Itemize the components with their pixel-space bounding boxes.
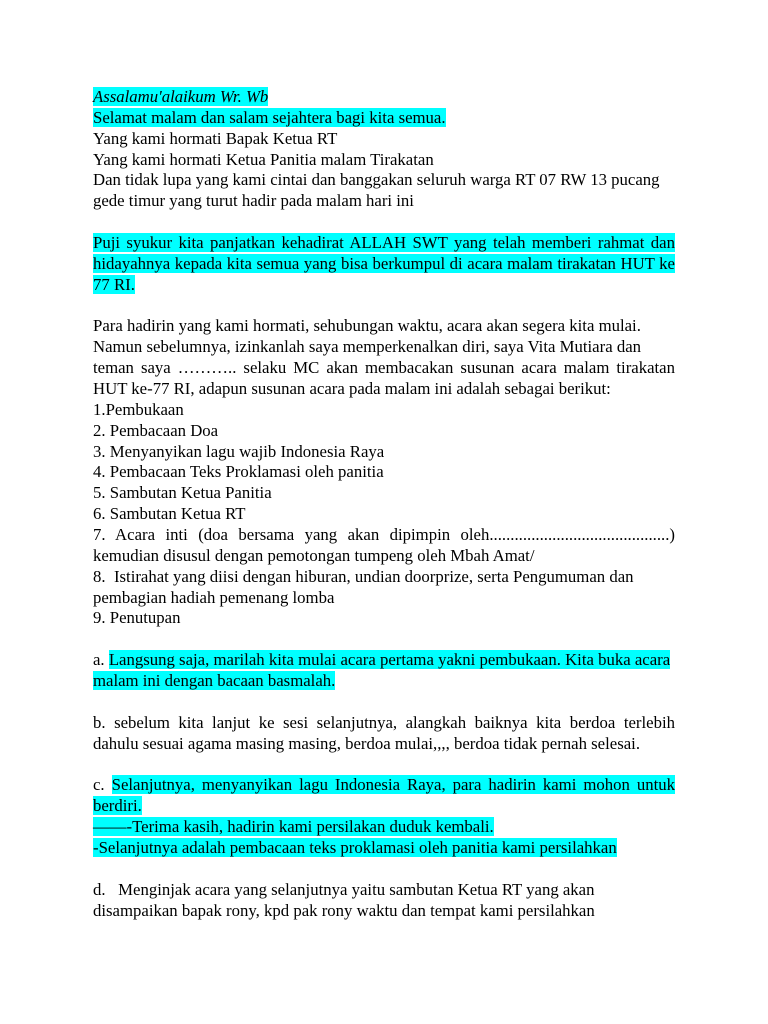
section-d-text: Menginjak acara yang selanjutnya yaitu sambutan Ketua RT yang akan — [118, 879, 595, 899]
section-marker: c. — [93, 775, 105, 795]
section-b-text: dahulu sesuai agama masing masing, berdoa mulai,,,, berdoa tidak pernah selesai. — [93, 733, 641, 753]
hormat-ketua-panitia-text: Yang kami hormati Ketua Panitia malam Tirakatan — [93, 149, 434, 169]
intro-line — [93, 337, 675, 358]
section-marker: b. — [93, 712, 106, 732]
section-b-line — [93, 734, 675, 755]
hormat-ketua-panitia-line — [93, 150, 675, 171]
agenda-item-text: 5. Sambutan Ketua Panitia — [93, 483, 272, 503]
warga-line — [93, 170, 675, 191]
syukur-text: hidayahnya kepada kita semua yang bisa berkumpul di acara malam tirakatan HUT ke — [93, 253, 675, 273]
section-marker: a. — [93, 650, 105, 670]
paragraph-gap — [93, 212, 675, 233]
paragraph-gap — [93, 629, 675, 650]
intro-line — [93, 316, 675, 337]
agenda-item — [93, 567, 675, 588]
section-a-text: malam ini dengan bacaan basmalah. — [93, 671, 336, 691]
syukur-line — [93, 233, 675, 254]
intro-line — [93, 358, 675, 379]
paragraph-gap — [93, 692, 675, 713]
agenda-item-text: 9. Penutupan — [93, 608, 181, 628]
warga-text: Dan tidak lupa yang kami cintai dan banggakan seluruh warga RT 07 RW 13 pucang — [93, 170, 660, 190]
agenda-item — [93, 462, 675, 483]
agenda-item-continuation — [93, 546, 675, 567]
selamat-text: Selamat malam dan salam sejahtera bagi kita semua. — [93, 107, 446, 127]
syukur-line — [93, 254, 675, 275]
paragraph-gap — [93, 859, 675, 880]
hormat-ketua-rt-line — [93, 129, 675, 150]
paragraph-gap — [93, 296, 675, 317]
agenda-item-continuation — [93, 588, 675, 609]
section-c-text: berdiri. — [93, 796, 142, 816]
hormat-ketua-rt-text: Yang kami hormati Bapak Ketua RT — [93, 128, 338, 148]
section-c-line — [93, 796, 675, 817]
section-a-line — [93, 650, 675, 671]
agenda-item-text: 7. Acara inti (doa bersama yang akan dipimpin oleh...........................................) — [93, 525, 675, 545]
warga-text: gede timur yang turut hadir pada malam hari ini — [93, 191, 414, 211]
paragraph-gap — [93, 755, 675, 776]
section-c-line — [93, 817, 675, 838]
document-body — [93, 87, 675, 921]
intro-text: Namun sebelumnya, izinkanlah saya memperkenalkan diri, saya Vita Mutiara dan — [93, 337, 641, 357]
syukur-line — [93, 275, 675, 296]
intro-text: teman saya ……….. selaku MC akan membacakan susunan acara malam tirakatan — [93, 358, 675, 378]
agenda-item-text: 6. Sambutan Ketua RT — [93, 504, 246, 524]
intro-line — [93, 379, 675, 400]
syukur-text: Puji syukur kita panjatkan kehadirat ALLAH SWT yang telah memberi rahmat dan — [93, 233, 675, 253]
salam-line — [93, 87, 675, 108]
agenda-item-text: 8. Istirahat yang diisi dengan hiburan, undian doorprize, serta Pengumuman dan — [93, 566, 634, 586]
warga-line — [93, 191, 675, 212]
selamat-line — [93, 108, 675, 129]
agenda-item-text: 2. Pembacaan Doa — [93, 420, 219, 440]
agenda-item — [93, 608, 675, 629]
agenda-item — [93, 525, 675, 546]
section-c-line — [93, 775, 675, 796]
syukur-text: 77 RI. — [93, 274, 135, 294]
section-d-line — [93, 901, 675, 922]
section-d-line — [93, 880, 675, 901]
section-c-text: Selanjutnya, menyanyikan lagu Indonesia Raya, para hadirin kami mohon untuk — [111, 775, 676, 795]
section-c-text: ——-Terima kasih, hadirin kami persilakan duduk kembali. — [93, 817, 494, 837]
agenda-item — [93, 421, 675, 442]
section-marker: d. — [93, 879, 106, 899]
agenda-item-text: pembagian hadiah pemenang lomba — [93, 587, 335, 607]
salam-text: Assalamu'alaikum Wr. Wb — [93, 87, 269, 106]
section-b-text: sebelum kita lanjut ke sesi selanjutnya, alangkah baiknya kita berdoa terlebih — [114, 712, 675, 732]
agenda-item — [93, 400, 675, 421]
section-c-text: -Selanjutnya adalah pembacaan teks proklamasi oleh panitia kami persilahkan — [93, 837, 617, 857]
agenda-item-text: 1.Pembukaan — [93, 399, 184, 419]
agenda-item — [93, 483, 675, 504]
agenda-item — [93, 504, 675, 525]
intro-text: HUT ke-77 RI, adapun susunan acara pada malam ini adalah sebagai berikut: — [93, 379, 611, 399]
section-b-line — [93, 713, 675, 734]
section-c-line — [93, 838, 675, 859]
agenda-item-text: 3. Menyanyikan lagu wajib Indonesia Raya — [93, 441, 385, 461]
section-a-line — [93, 671, 675, 692]
section-a-text: Langsung saja, marilah kita mulai acara pertama yakni pembukaan. Kita buka acara — [108, 650, 671, 670]
intro-text: Para hadirin yang kami hormati, sehubungan waktu, acara akan segera kita mulai. — [93, 316, 641, 336]
section-d-text: disampaikan bapak rony, kpd pak rony waktu dan tempat kami persilahkan — [93, 900, 595, 920]
agenda-item-text: kemudian disusul dengan pemotongan tumpeng oleh Mbah Amat/ — [93, 545, 535, 565]
agenda-item-text: 4. Pembacaan Teks Proklamasi oleh panitia — [93, 462, 384, 482]
agenda-item — [93, 442, 675, 463]
